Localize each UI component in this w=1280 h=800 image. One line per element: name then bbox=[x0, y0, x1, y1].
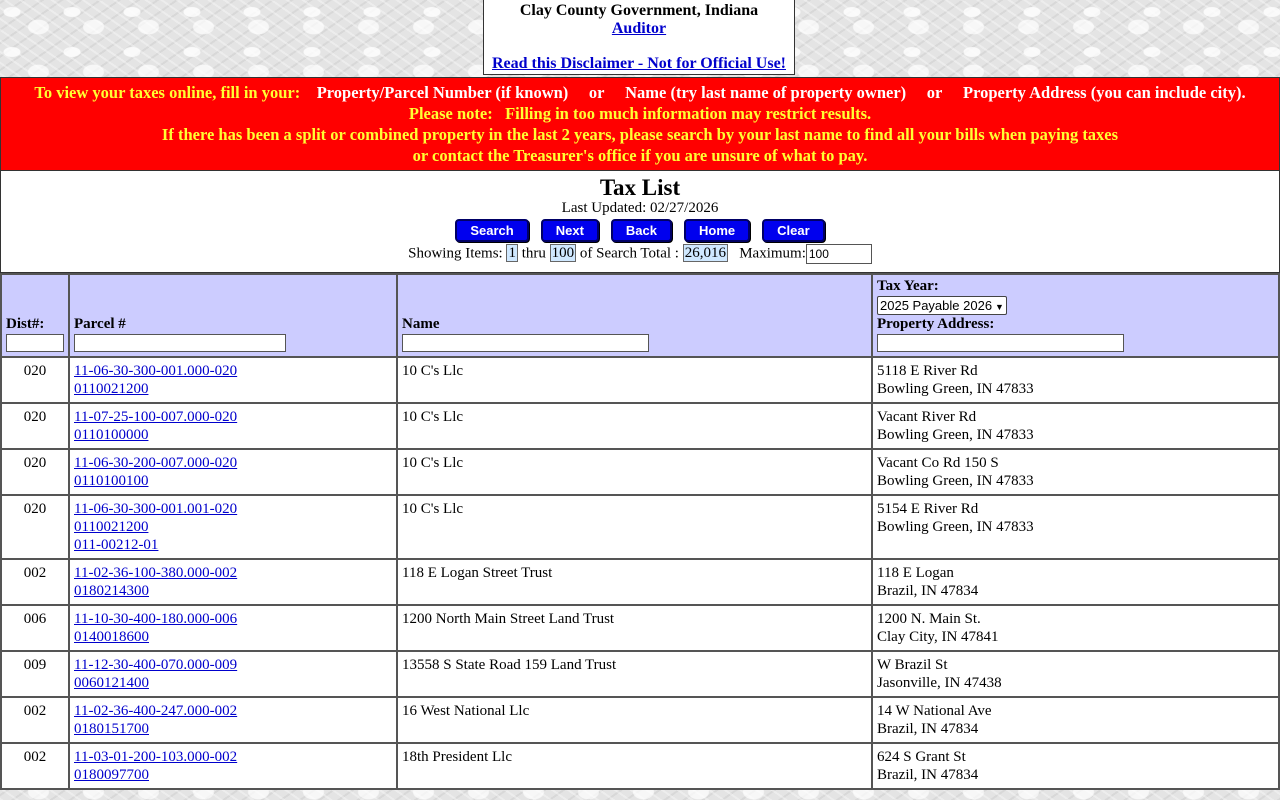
address-line-1: 624 S Grant St bbox=[877, 749, 966, 765]
table-row bbox=[1, 357, 1279, 403]
note-line: Please note: Filling in too much information may restrict results. bbox=[408, 104, 872, 123]
address-cell bbox=[872, 449, 1279, 495]
thru-label: thru bbox=[521, 245, 546, 262]
address-cell bbox=[872, 559, 1279, 605]
county-title: Clay County Government, Indiana bbox=[519, 2, 759, 19]
parcel-cell bbox=[69, 449, 397, 495]
alt-parcel-link[interactable]: 0110021200 bbox=[74, 519, 149, 535]
or-text: or bbox=[926, 83, 943, 102]
alt-parcel-link[interactable]: 0110100100 bbox=[74, 473, 149, 489]
parcel-filter-input[interactable] bbox=[74, 334, 286, 352]
name-cell: 10 C's Llc bbox=[397, 403, 872, 449]
name-cell: 13558 S State Road 159 Land Trust bbox=[397, 651, 872, 697]
dist-cell: 006 bbox=[1, 605, 69, 651]
parcel-link[interactable]: 11-06-30-200-007.000-020 bbox=[74, 455, 238, 471]
alt-parcel-link[interactable]: 0140018600 bbox=[74, 629, 149, 645]
name-cell: 16 West National Llc bbox=[397, 697, 872, 743]
address-line-2: Brazil, IN 47834 bbox=[877, 583, 979, 599]
dist-cell: 020 bbox=[1, 495, 69, 559]
table-row bbox=[1, 449, 1279, 495]
address-line-2: Brazil, IN 47834 bbox=[877, 767, 979, 783]
auditor-link[interactable]: Auditor bbox=[611, 20, 667, 37]
chevron-down-icon: ▼ bbox=[995, 302, 1004, 312]
home-button[interactable]: Home bbox=[684, 219, 750, 242]
address-line-2: Bowling Green, IN 47833 bbox=[877, 381, 1034, 397]
search-button[interactable]: Search bbox=[455, 219, 528, 242]
table-row bbox=[1, 495, 1279, 559]
option-parcel: Property/Parcel Number (if known) bbox=[316, 83, 569, 102]
instructions-banner bbox=[0, 77, 1280, 171]
address-line-2: Jasonville, IN 47438 bbox=[877, 675, 1002, 691]
parcel-cell bbox=[69, 403, 397, 449]
parcel-link[interactable]: 11-06-30-300-001.000-020 bbox=[74, 363, 238, 379]
alt-parcel-link[interactable]: 0110100000 bbox=[74, 427, 149, 443]
parcel-cell bbox=[69, 743, 397, 789]
alt-parcel-link[interactable]: 0110021200 bbox=[74, 381, 149, 397]
table-row bbox=[1, 743, 1279, 789]
address-cell bbox=[872, 495, 1279, 559]
parcel-cell bbox=[69, 357, 397, 403]
page-title: Tax List bbox=[599, 175, 681, 200]
parcel-link[interactable]: 11-03-01-200-103.000-002 bbox=[74, 749, 238, 765]
tax-year-label: Tax Year: bbox=[877, 278, 939, 294]
next-button[interactable]: Next bbox=[541, 219, 599, 242]
dist-cell: 020 bbox=[1, 449, 69, 495]
address-line-2: Bowling Green, IN 47833 bbox=[877, 519, 1034, 535]
option-name: Name (try last name of property owner) bbox=[625, 83, 907, 102]
dist-header-label: Dist#: bbox=[6, 316, 45, 332]
dist-cell: 020 bbox=[1, 403, 69, 449]
address-line-1: Vacant Co Rd 150 S bbox=[877, 455, 999, 471]
address-line-2: Bowling Green, IN 47833 bbox=[877, 473, 1034, 489]
address-header-label: Property Address: bbox=[877, 316, 995, 332]
dist-cell: 020 bbox=[1, 357, 69, 403]
parcel-link[interactable]: 11-02-36-100-380.000-002 bbox=[74, 565, 238, 581]
name-cell: 1200 North Main Street Land Trust bbox=[397, 605, 872, 651]
address-cell bbox=[872, 403, 1279, 449]
table-row bbox=[1, 403, 1279, 449]
parcel-column-header bbox=[69, 274, 397, 357]
dist-column-header bbox=[1, 274, 69, 357]
address-filter-input[interactable] bbox=[877, 334, 1124, 352]
address-line-1: W Brazil St bbox=[877, 657, 948, 673]
address-line-1: Vacant River Rd bbox=[877, 409, 977, 425]
table-row bbox=[1, 697, 1279, 743]
results-range bbox=[1, 244, 1279, 264]
name-cell: 118 E Logan Street Trust bbox=[397, 559, 872, 605]
table-row bbox=[1, 605, 1279, 651]
address-cell bbox=[872, 651, 1279, 697]
parcel-link[interactable]: 11-12-30-400-070.000-009 bbox=[74, 657, 238, 673]
dist-cell: 002 bbox=[1, 559, 69, 605]
range-to: 100 bbox=[551, 245, 575, 262]
dist-cell: 009 bbox=[1, 651, 69, 697]
search-total: 26,016 bbox=[684, 245, 726, 262]
alt-parcel-link[interactable]: 011-00212-01 bbox=[74, 537, 159, 553]
showing-label: Showing Items: bbox=[408, 245, 503, 262]
address-line-1: 5118 E River Rd bbox=[877, 363, 978, 379]
parcel-cell bbox=[69, 495, 397, 559]
parcel-cell bbox=[69, 651, 397, 697]
parcel-cell bbox=[69, 559, 397, 605]
name-cell: 10 C's Llc bbox=[397, 357, 872, 403]
address-line-1: 14 W National Ave bbox=[877, 703, 992, 719]
parcel-cell bbox=[69, 697, 397, 743]
address-line-2: Bowling Green, IN 47833 bbox=[877, 427, 1034, 443]
dist-cell: 002 bbox=[1, 743, 69, 789]
tax-list-header bbox=[0, 171, 1280, 273]
back-button[interactable]: Back bbox=[611, 219, 672, 242]
last-updated: Last Updated: 02/27/2026 bbox=[561, 200, 719, 216]
address-line-1: 5154 E River Rd bbox=[877, 501, 979, 517]
parcel-link[interactable]: 11-07-25-100-007.000-020 bbox=[74, 409, 238, 425]
table-row bbox=[1, 559, 1279, 605]
tax-list-table bbox=[0, 273, 1280, 790]
instructions-line-1 bbox=[1, 82, 1279, 103]
address-line-1: 1200 N. Main St. bbox=[877, 611, 981, 627]
button-row bbox=[1, 219, 1279, 241]
table-header-row bbox=[1, 274, 1279, 357]
dist-cell: 002 bbox=[1, 697, 69, 743]
split-line-2: or contact the Treasurer's office if you are unsure of what to pay. bbox=[412, 146, 868, 165]
name-header-label: Name bbox=[402, 316, 440, 332]
parcel-cell bbox=[69, 605, 397, 651]
alt-parcel-link[interactable]: 0180151700 bbox=[74, 721, 149, 737]
name-column-header bbox=[397, 274, 872, 357]
instructions-intro: To view your taxes online, fill in your: bbox=[34, 83, 301, 102]
address-column-header bbox=[872, 274, 1279, 357]
address-line-1: 118 E Logan bbox=[877, 565, 954, 581]
parcel-link[interactable]: 11-02-36-400-247.000-002 bbox=[74, 703, 238, 719]
name-cell: 10 C's Llc bbox=[397, 495, 872, 559]
clear-button[interactable]: Clear bbox=[762, 219, 825, 242]
tax-year-select[interactable] bbox=[877, 296, 1007, 315]
alt-parcel-link[interactable]: 0180097700 bbox=[74, 767, 149, 783]
address-cell bbox=[872, 357, 1279, 403]
address-cell bbox=[872, 743, 1279, 789]
address-line-2: Clay City, IN 47841 bbox=[877, 629, 999, 645]
site-header-box bbox=[483, 0, 795, 75]
tax-year-selected: 2025 Payable 2026 bbox=[880, 298, 993, 313]
address-cell bbox=[872, 605, 1279, 651]
disclaimer-link[interactable]: Read this Disclaimer - Not for Official Use! bbox=[491, 55, 786, 72]
name-filter-input[interactable] bbox=[402, 334, 649, 352]
parcel-link[interactable]: 11-10-30-400-180.000-006 bbox=[74, 611, 238, 627]
or-text: or bbox=[588, 83, 605, 102]
address-cell bbox=[872, 697, 1279, 743]
table-row bbox=[1, 651, 1279, 697]
parcel-link[interactable]: 11-06-30-300-001.001-020 bbox=[74, 501, 238, 517]
option-address: Property Address (you can include city). bbox=[963, 83, 1246, 102]
maximum-input[interactable] bbox=[806, 244, 872, 264]
total-label: of Search Total : bbox=[579, 245, 679, 262]
dist-filter-input[interactable] bbox=[6, 334, 64, 352]
address-line-2: Brazil, IN 47834 bbox=[877, 721, 979, 737]
range-from: 1 bbox=[508, 245, 516, 262]
maximum-label: Maximum: bbox=[739, 245, 806, 262]
split-line-1: If there has been a split or combined property in the last 2 years, please search by your last name to find all your bills when paying taxes bbox=[161, 125, 1119, 144]
name-cell: 18th President Llc bbox=[397, 743, 872, 789]
table-body bbox=[1, 357, 1279, 789]
alt-parcel-link[interactable]: 0180214300 bbox=[74, 583, 149, 599]
name-cell: 10 C's Llc bbox=[397, 449, 872, 495]
parcel-header-label: Parcel # bbox=[74, 316, 126, 332]
alt-parcel-link[interactable]: 0060121400 bbox=[74, 675, 149, 691]
